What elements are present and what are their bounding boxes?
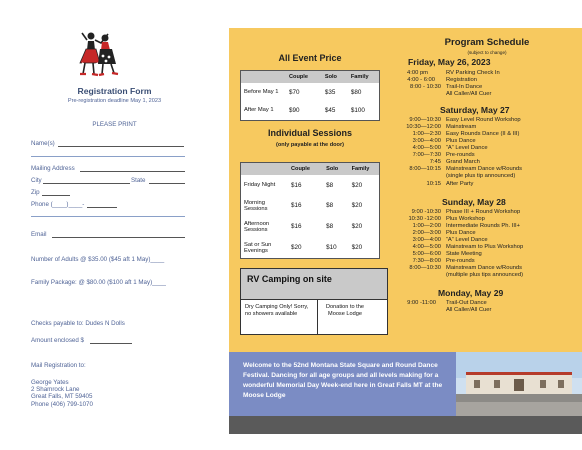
state-field[interactable] [149,183,185,184]
schedule-time: 9:00 -11:00 [407,300,436,306]
table-cell: $20 [291,244,302,251]
individual-sessions-title: Individual Sessions [267,128,353,138]
amount-field[interactable] [90,343,132,344]
schedule-time: 4:00—5:00 [412,145,441,151]
column-header: Couple [285,163,320,175]
schedule-time: 8:00—10:30 [409,265,441,271]
schedule-time: 1:00—2:30 [412,131,441,137]
schedule-time: 10:30—12:00 [406,124,441,130]
table-cell: $16 [291,202,302,209]
rv-camping-header [241,269,387,300]
schedule-event: After Party [446,181,474,187]
table-cell: $8 [326,202,334,209]
mailing-address [31,379,93,408]
schedule-event: State Meeting [446,251,482,257]
table-cell: After May 1 [244,107,274,113]
checks-payable: Checks payable to: Dudes N Dolls [31,320,125,327]
table-cell: $16 [291,223,302,230]
schedule-event: All Caller/All Cuer [446,307,492,313]
names-label: Name(s) [31,140,55,147]
schedule-list [394,0,582,340]
schedule-event: “A” Level Dance [446,237,488,243]
email-field[interactable] [52,237,185,238]
individual-sessions-table [240,162,380,259]
table-header-row [241,71,379,83]
schedule-event: All Caller/All Cuer [446,91,492,97]
form-title: Registration Form [77,86,152,96]
day-heading: Saturday, May 27 [440,105,510,115]
table-row [241,216,379,237]
schedule-time: 1:00—2:00 [412,223,441,229]
bottom-strip [229,416,582,434]
amount-label: Amount enclosed $ [31,337,84,344]
table-cell: Before May 1 [244,89,279,95]
table-cell: Afternoon Sessions [244,220,270,233]
table-row [241,101,379,119]
schedule-time: 7:00—7:30 [412,152,441,158]
schedule-event: (multiple plus tips announced) [446,272,524,278]
email-label: Email [31,231,47,238]
schedule-event: Plus Workshop [446,216,485,222]
column-header: Solo [319,71,345,83]
moose-lodge-photo [456,352,582,416]
state-label: State [131,177,146,184]
table-cell: Sat or Sun Evenings [244,241,272,254]
schedule-event: “A” Level Dance [446,145,488,151]
column-header [241,163,285,175]
table-header-row [241,163,379,175]
registration-panel [0,0,229,450]
address-line: Great Falls, MT 59405 [31,393,93,401]
table-cell: $16 [291,181,302,189]
schedule-event: Grand March [446,159,480,165]
schedule-time: 8:00—10:15 [409,166,441,172]
rv-camping-box [240,268,388,335]
mail-to-label: Mail Registration to: [31,362,86,369]
schedule-time: 3:00—4:00 [412,138,441,144]
column-header: Family [346,163,379,175]
table-cell: Friday Night [244,182,276,188]
square-dancers-icon [72,30,124,80]
table-row [241,195,379,216]
column-header: Couple [283,71,319,83]
divider [31,156,185,157]
city-label: City [31,177,42,184]
individual-sessions-subtitle: (only payable at the door) [275,142,345,148]
schedule-event: Phase III + Round Workshop [446,209,521,215]
table-cell: $20 [351,244,363,251]
schedule-event: RV Parking Check In [446,70,500,76]
schedule-event: Trail-In Dance [446,84,483,90]
table-cell: $8 [326,181,334,189]
table-row [241,83,379,101]
schedule-event: Easy Level Round Workshop [446,117,521,123]
day-heading: Sunday, May 28 [442,197,506,207]
divider [317,299,318,334]
table-cell: $8 [326,223,334,230]
schedule-event: Mainstream Dance w/Rounds [446,265,523,271]
schedule-subject-note: (subject to change) [467,50,507,55]
schedule-event: Easy Rounds Dance (II & III) [446,131,520,137]
rv-camping-title: RV Camping on site [247,274,332,284]
schedule-time: 4:00 - 6:00 [407,77,435,83]
column-header: Family [345,71,379,83]
zip-label: Zip [31,189,40,196]
address-line: George Yates [31,379,69,386]
schedule-time: 7:45 [429,159,441,165]
table-row [241,237,379,258]
table-cell: Morning Sessions [244,199,268,212]
deadline-text: Pre-registration deadline May 1, 2023 [67,98,162,104]
table-cell: $35 [324,88,336,96]
family-label: Family Package: @ $80.00 ($100 aft 1 May)____ [31,279,166,286]
schedule-time: 10:15 [426,181,441,187]
city-field[interactable] [43,183,130,184]
schedule-time: 5:00—6:00 [412,251,441,257]
all-event-title: All Event Price [278,53,342,63]
all-event-price-table [240,70,380,121]
schedule-time: 4:00—5:00 [412,244,441,250]
schedule-time: 10:30 -12:00 [408,216,441,222]
schedule-event: Mainstream [446,124,477,130]
schedule-time: 3:00—4:00 [412,237,441,243]
schedule-event: Mainstream to Plus Workshop [446,244,524,250]
schedule-event: Mainstream Dance w/Rounds [446,166,523,172]
names-field[interactable] [58,146,184,147]
rv-camping-donation: Donation to the Moose Lodge [326,304,364,317]
schedule-time: 9:00 -10:30 [411,209,441,215]
schedule-event: Intermediate Rounds Ph. III+ [446,223,520,229]
table-row [241,175,379,195]
schedule-event: Plus Dance [446,230,476,236]
phone-field[interactable] [87,207,117,208]
address-line: Phone (406) 799-1070 [31,400,93,408]
program-schedule-title: Program Schedule [444,37,530,48]
table-cell: $20 [351,223,363,230]
column-header: Solo [320,163,345,175]
schedule-time: 2:00—3:00 [412,230,441,236]
table-cell: $10 [326,244,337,251]
rv-camping-note: Dry Camping Only! Sorry, no showers available [245,304,309,317]
schedule-event: Plus Dance [446,138,476,144]
schedule-time: 9:00—10:30 [409,117,441,123]
schedule-time: 8:00 - 10:30 [410,84,441,90]
schedule-event: Pre-rounds [446,258,475,264]
welcome-text: Welcome to the 52nd Montana State Square and Round Dance Festival. Dancing for all age groups and all levels making for a wonderful Memorial Day Week-end here in Great Falls MT at the Moose Lodge [243,362,443,399]
mailing-label: Mailing Address [31,165,75,172]
phone-label: Phone (____)____- [31,201,85,208]
table-cell: $80 [350,88,362,96]
divider [31,216,185,217]
schedule-time: 4:00 pm [407,70,428,76]
welcome-banner [229,352,582,416]
table-cell: $70 [289,88,300,96]
please-print-label: PLEASE PRINT [92,121,137,128]
adults-label: Number of Adults @ $35.00 ($45 aft 1 May)____ [31,256,165,263]
address-line: 2 Shamrock Lane [31,386,80,394]
zip-field[interactable] [42,195,70,196]
table-cell: $20 [351,181,363,189]
schedule-event: Registration [446,77,477,83]
schedule-event: (single plus tip announced) [446,173,516,179]
column-header [241,71,283,83]
schedule-event: Trail-Out Dance [446,300,487,306]
table-cell: $20 [351,202,363,209]
table-cell: $45 [324,106,336,114]
schedule-time: 7:30—8:00 [412,258,441,264]
table-cell: $90 [289,106,300,114]
schedule-event: Pre-rounds [446,152,475,158]
mailing-field[interactable] [80,171,185,172]
day-heading: Friday, May 26, 2023 [408,57,491,67]
day-heading: Monday, May 29 [438,288,504,298]
table-cell: $100 [350,106,365,114]
